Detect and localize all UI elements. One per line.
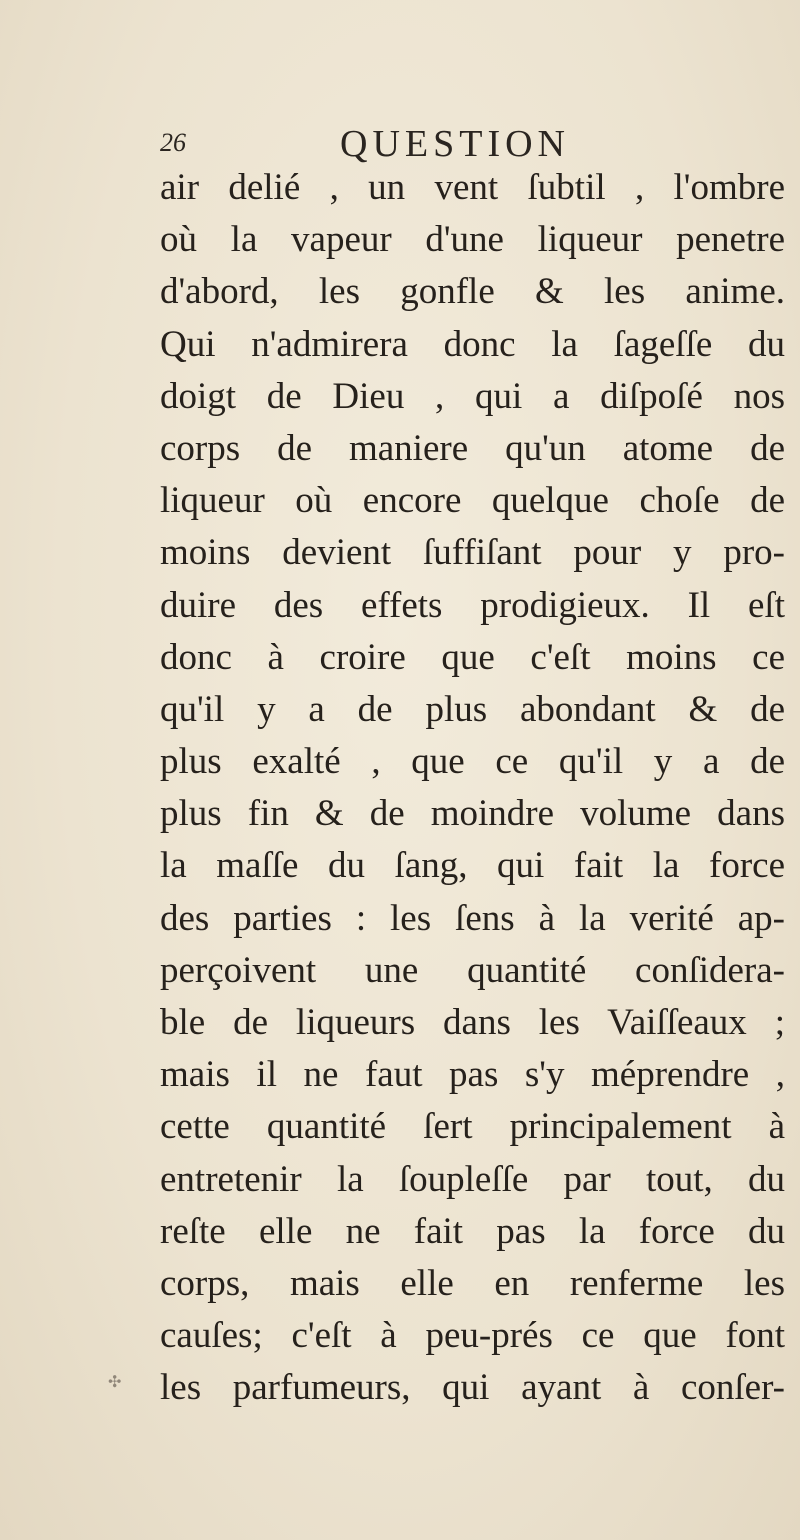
text-line: moins devient ſuffiſant pour y pro-: [160, 532, 785, 574]
text-line: qu'il y a de plus abondant & de: [160, 688, 785, 730]
text-line: duire des effets prodigieux. Il eſt: [160, 584, 785, 626]
text-line: Qui n'admirera donc la ſageſſe du: [160, 323, 785, 365]
text-line: corps, mais elle en renferme les: [160, 1262, 785, 1304]
text-line: cauſes; c'eſt à peu-prés ce que font: [160, 1315, 785, 1357]
text-line: où la vapeur d'une liqueur penetre: [160, 219, 785, 261]
text-line: des parties : les ſens à la verité ap-: [160, 897, 785, 939]
text-line: entretenir la ſoupleſſe par tout, du: [160, 1158, 785, 1200]
body-text: [160, 162, 785, 1415]
text-line: air delié , un vent ſubtil , l'ombre: [160, 167, 785, 208]
ink-smudge-icon: ✣: [108, 1372, 122, 1391]
text-line: ble de liqueurs dans les Vaiſſeaux ;: [160, 1002, 785, 1043]
page-number: 26: [160, 128, 186, 157]
text-line: reſte elle ne fait pas la force du: [160, 1210, 785, 1252]
text-line: d'abord, les gonfle & les anime.: [160, 271, 785, 313]
running-head: QUESTION: [340, 123, 570, 165]
text-line: la maſſe du ſang, qui fait la force: [160, 845, 785, 887]
text-line: plus exalté , que ce qu'il y a de: [160, 741, 785, 783]
text-line: perçoivent une quantité conſidera-: [160, 949, 785, 991]
text-line: plus fin & de moindre volume dans: [160, 793, 785, 835]
text-line: cette quantité ſert principalement à: [160, 1106, 785, 1148]
text-line: doigt de Dieu , qui a diſpoſé nos: [160, 375, 785, 417]
text-line: mais il ne faut pas s'y méprendre ,: [160, 1054, 785, 1096]
text-line: liqueur où encore quelque choſe de: [160, 480, 785, 522]
text-line: les parfumeurs, qui ayant à conſer-: [160, 1367, 785, 1409]
text-line: donc à croire que c'eſt moins ce: [160, 636, 785, 678]
text-line: corps de maniere qu'un atome de: [160, 427, 785, 469]
